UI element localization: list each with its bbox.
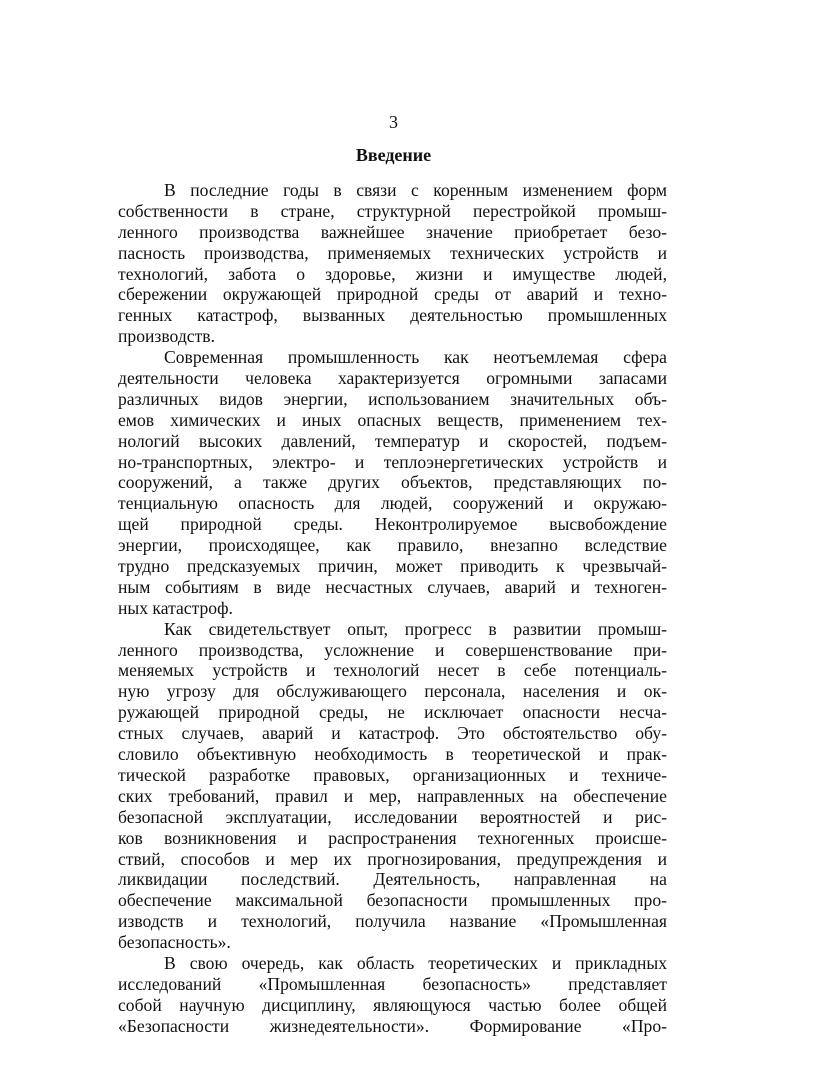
text-line: ствий, способов и мер их прогнозирования, предупреждения и: [118, 848, 667, 869]
text-line: ленного производства важнейшее значение приобретает безо-: [118, 221, 667, 242]
text-line: собой научную дисциплину, являющуюся частью более общей: [118, 994, 667, 1015]
text-line: ную угрозу для обслуживающего персонала, населения и ок-: [118, 681, 667, 702]
text-line: тенциальную опасность для людей, сооружений и окружаю-: [118, 493, 667, 514]
text-line: пасность производства, применяемых технических устройств и: [118, 242, 667, 263]
text-line: обеспечение максимальной безопасности промышленных про-: [118, 890, 667, 911]
text-line: В свою очередь, как область теоретических и прикладных: [164, 952, 667, 973]
text-line: безопасной эксплуатации, исследовании вероятностей и рис-: [118, 806, 667, 827]
text-line: изводств и технологий, получила название «Промышленная: [118, 911, 667, 932]
paragraph-3: [118, 619, 667, 953]
text-line: В последние годы в связи с коренным изменением форм: [164, 180, 667, 200]
text-line: меняемых устройств и технологий несет в себе потенциаль-: [118, 660, 667, 681]
paragraph-1: [118, 180, 667, 347]
text-line: «Безопасности жизнедеятельности». Формирование «Про-: [118, 1015, 667, 1036]
text-line: ных катастроф.: [118, 597, 233, 618]
text-line: трудно предсказуемых причин, может приводить к чрезвычай-: [118, 556, 667, 577]
text-line: ских требований, правил и мер, направленных на обеспечение: [118, 785, 667, 806]
text-line: безопасность».: [118, 932, 231, 953]
text-line: но-транспортных, электро- и теплоэнергетических устройств и: [118, 451, 667, 472]
text-line: ленного производства, усложнение и совершенствование при-: [118, 639, 667, 660]
text-line: производств.: [118, 326, 216, 347]
page-number: 3: [389, 112, 398, 132]
text-line: собственности в стране, структурной перестройкой промыш-: [118, 200, 667, 221]
text-line: стных случаев, аварий и катастроф. Это обстоятельство обу-: [118, 723, 667, 744]
text-line: ным событиям в виде несчастных случаев, аварий и техноген-: [118, 576, 667, 597]
text-line: технологий, забота о здоровье, жизни и имуществе людей,: [118, 263, 667, 284]
text-line: ружающей природной среды, не исключает опасности несча-: [118, 702, 667, 723]
paragraph-4: [118, 953, 667, 1037]
text-line: нологий высоких давлений, температур и скоростей, подъем-: [118, 430, 667, 451]
paragraph-2: [118, 347, 667, 619]
text-line: исследований «Промышленная безопасность» представляет: [118, 973, 667, 994]
text-line: генных катастроф, вызванных деятельностью промышленных: [118, 305, 667, 326]
text-line: деятельности человека характеризуется огромными запасами: [118, 368, 667, 389]
text-line: Современная промышленность как неотъемлемая сфера: [164, 347, 667, 368]
text-line: энергии, происходящее, как правило, внезапно вследствие: [118, 535, 667, 556]
text-line: ков возникновения и распространения техногенных происше-: [118, 827, 667, 848]
text-line: сооружений, а также других объектов, представляющих по-: [118, 472, 667, 493]
text-line: щей природной среды. Неконтролируемое высвобождение: [118, 514, 667, 535]
text-line: сбережении окружающей природной среды от аварий и техно-: [118, 284, 667, 305]
text-line: ликвидации последствий. Деятельность, направленная на: [118, 869, 667, 890]
section-title: Введение: [355, 145, 432, 165]
text-line: тической разработке правовых, организационных и техниче-: [118, 764, 667, 785]
text-line: словило объективную необходимость в теоретической и прак-: [118, 744, 667, 765]
body-text: [118, 180, 667, 1037]
text-line: емов химических и иных опасных веществ, применением тех-: [118, 409, 667, 430]
text-line: различных видов энергии, использованием значительных объ-: [118, 388, 667, 409]
text-line: Как свидетельствует опыт, прогресс в развитии промыш-: [164, 618, 667, 639]
